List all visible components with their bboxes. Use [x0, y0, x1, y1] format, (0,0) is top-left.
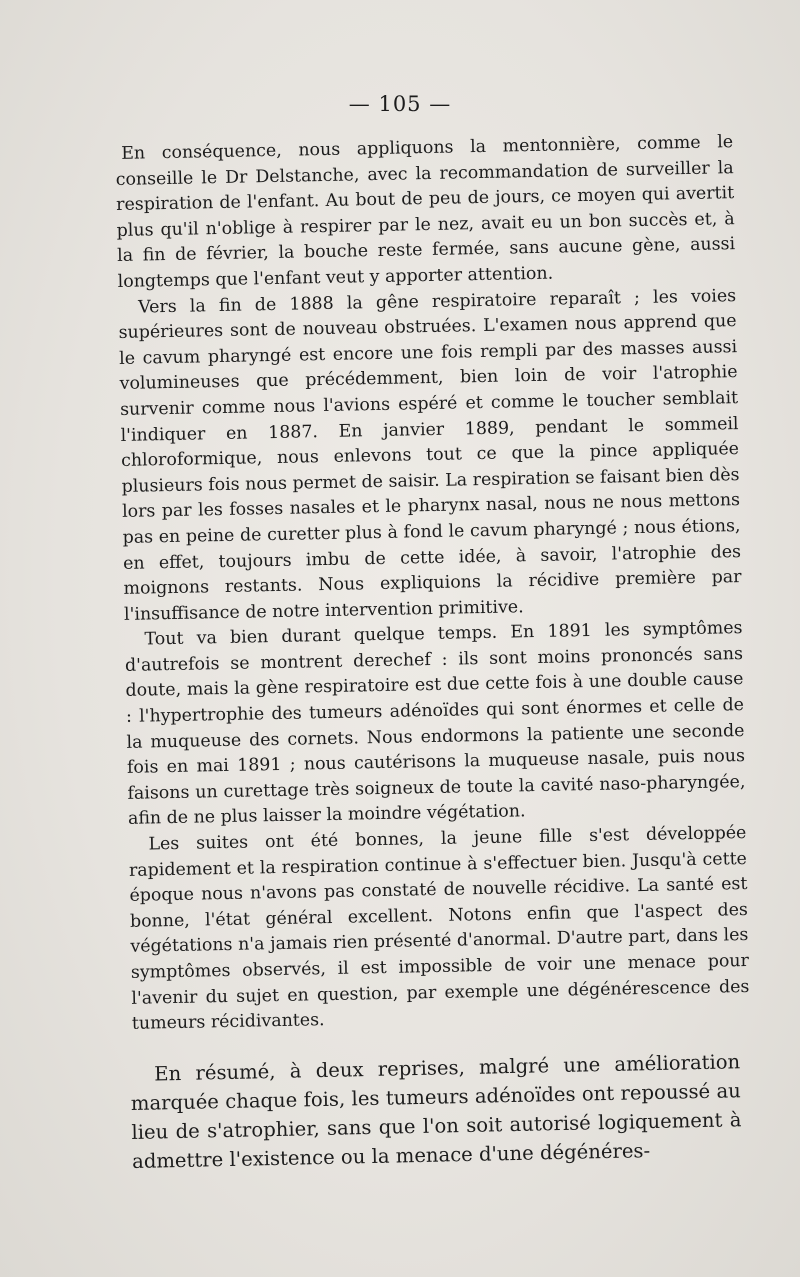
page-number: — 105 —	[348, 92, 452, 116]
paragraph-suites: Les suites ont été bonnes, la jeune fille s'est développée rapidement et la respiration continue à s'effectuer bien. Jusqu'à cette époque nous n'avons pas constaté de nouvelle récidive. La santé est bonne, l'état général excellent. Notons enfin que l'aspect des végétations n'a jamais rien présenté d'anormal. D'autre part, dans les symptômes observés, il est impossible de voir une menace pour l'avenir du sujet en question, par exemple une dégénérescence des tumeurs récidivantes.	[128, 823, 750, 1035]
summary-paragraph: En résumé, à deux reprises, malgré une amélioration marquée chaque fois, les tumeurs adénoïdes ont repoussé au lieu de s'atrophier, sans que l'on soit autorisé logiquement à admettre l'existence ou la menace d'une dégénéres-	[130, 1050, 742, 1173]
body-text	[115, 130, 750, 1037]
paragraph-recidive-1891: Tout va bien durant quelque temps. En 1891 les symptômes d'autrefois se montrent derechef : ils sont moins prononcés sans doute, mais la gène respiratoire est due cette fois à une double cause : l'hypertrophie des tumeurs adénoïdes qui sont énormes et celle de la muqueuse des cornets. Nous endormons la patiente une seconde fois en mai 1891 ; nous cautérisons la muqueuse nasale, puis nous faisons un curettage très soigneux de toute la cavité naso-pharyngée, afin de ne plus laisser la moindre végétation.	[124, 618, 746, 830]
summary-block	[130, 1047, 742, 1176]
paragraph-recidive-1888: Vers la fin de 1888 la gêne respiratoire reparaît ; les voies supérieures sont de nouveau obstruées. L'examen nous apprend que le cavum pharyngé est encore une fois rempli par des masses aussi volumineuses que précédemment, bien loin de voir l'atrophie survenir comme nous l'avions espéré et comme le toucher semblait l'indiquer en 1887. En janvier 1889, pendant le sommeil chloroformique, nous enlevons tout ce que la pince appliquée plusieurs fois nous permet de saisir. La respiration se faisant bien dès lors par les fosses nasales et le pharynx nasal, nous ne nous mettons pas en peine de curetter plus à fond le cavum pharyngé ; nous étions, en effet, toujours imbu de cette idée, à savoir, l'atrophie des moignons restants. Nous expliquions la récidive première par l'insuffisance de notre intervention primitive.	[118, 285, 742, 625]
paragraph-mentonniere: En conséquence, nous appliquons la mentonnière, comme le conseille le Dr Delstanche, avec la recommandation de surveiller la respiration de l'enfant. Au bout de peu de jours, ce moyen qui avertit plus qu'il n'oblige à respirer par le nez, avait eu un bon succès et, à la fin de février, la bouche reste fermée, sans aucune gène, aussi longtemps que l'enfant veut y apporter attention.	[115, 132, 736, 292]
